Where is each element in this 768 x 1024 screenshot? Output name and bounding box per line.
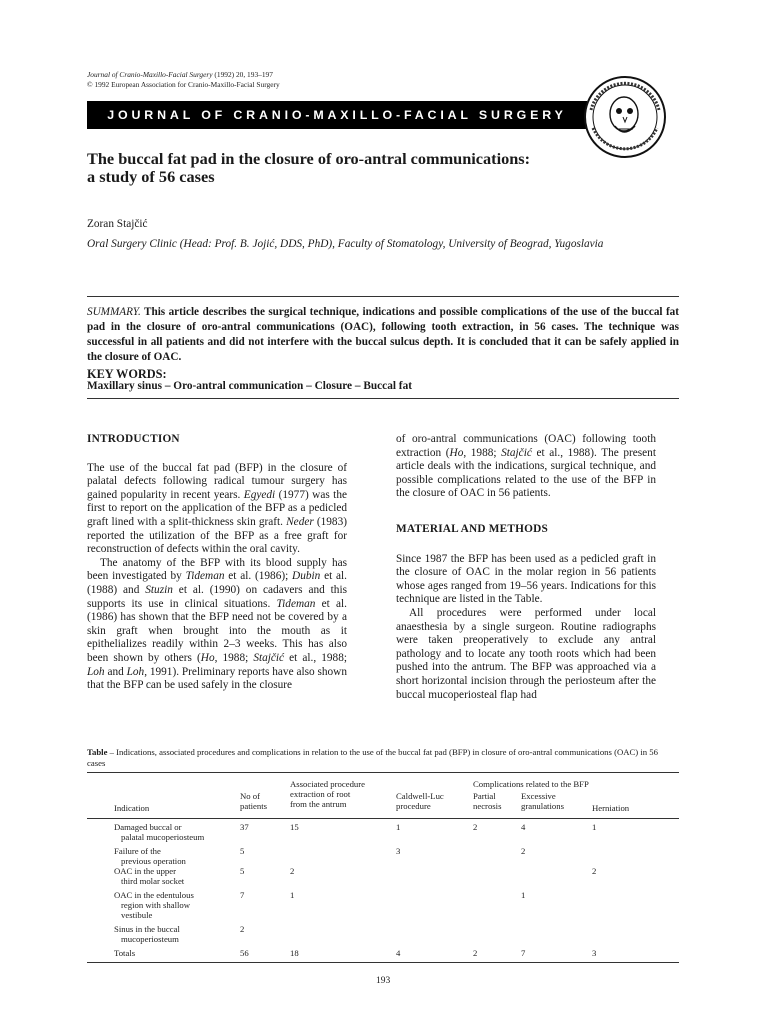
introduction-heading: INTRODUCTION	[87, 433, 180, 445]
totals-cell-root: 18	[290, 948, 299, 958]
table-row-indication	[114, 822, 204, 842]
header-line: granulations	[521, 801, 564, 811]
table-caption-label: Table	[87, 747, 108, 757]
citation-name: Loh	[126, 665, 145, 678]
citation-name: Loh	[87, 665, 105, 678]
table-cell-h: 1	[592, 822, 597, 832]
citation-name: Ho	[449, 446, 464, 459]
totals-cell-eg: 7	[521, 948, 526, 958]
text-run: The use of the buccal fat pad (BFP) in the closure of palatal defects following radical tumour surgery has gained popularity in recent years.	[87, 461, 347, 501]
citation-name: Ho	[200, 651, 215, 664]
citation-journal: Journal of Cranio-Maxillo-Facial Surgery	[87, 70, 213, 79]
col-header-herniation: Herniation	[592, 803, 630, 813]
table-cell-root: 1	[290, 890, 295, 900]
table-cell-pn: 2	[473, 822, 478, 832]
indication-line: Damaged buccal or	[114, 822, 182, 832]
text-run: et al. (1990) on cadavers and this supports its use in clinical situations.	[87, 583, 347, 610]
copyright-line: © 1992 European Association for Cranio-Maxillo-Facial Surgery	[87, 80, 280, 89]
header-line: patients	[240, 801, 268, 811]
author-affiliation: Oral Surgery Clinic (Head: Prof. B. Jojić, DDS, PhD), Faculty of Stomatology, University of Beograd, Yugoslavia	[87, 238, 604, 250]
citation-name: Stajčić	[253, 651, 285, 664]
left-column	[87, 433, 347, 693]
text-run: (1983) reported the utilization of the BFP as a free graft for reconstruction of defects within the oral cavity.	[87, 515, 347, 556]
title-line-2: a study of 56 cases	[87, 167, 215, 186]
keywords-heading: KEY WORDS:	[87, 367, 167, 381]
citation-block	[87, 70, 280, 90]
keywords-bottom-rule	[87, 398, 679, 399]
indication-line: Sinus in the buccal	[114, 924, 180, 934]
indication-line: mucoperiosteum	[121, 934, 179, 944]
col-header-root-extraction	[290, 779, 365, 809]
table-cell-eg: 4	[521, 822, 526, 832]
table-row-indication	[114, 846, 186, 866]
intro-paragraph-1	[87, 462, 347, 557]
summary-lead: SUMMARY.	[87, 306, 141, 318]
text-run: and	[104, 665, 127, 678]
keywords-list: Maxillary sinus – Oro-antral communication – Closure – Buccal fat	[87, 380, 412, 392]
table-row-indication	[114, 866, 184, 886]
text-run: et al. (1986) has shown that the BFP need not be covered by a skin graft when brought into the mouth as it epithelializes readily within 2–3 weeks. This has also been shown by others (	[87, 597, 347, 664]
summary-top-rule	[87, 296, 679, 297]
methods-heading: MATERIAL AND METHODS	[396, 522, 548, 535]
table-cell-root: 2	[290, 866, 295, 876]
table-cell-eg: 1	[521, 890, 526, 900]
citation-name: Dubin	[292, 570, 321, 583]
page-number: 193	[376, 976, 391, 986]
table-cell-eg: 2	[521, 846, 526, 856]
journal-banner-text: JOURNAL OF CRANIO-MAXILLO-FACIAL SURGERY	[107, 108, 567, 122]
text-run: , 1988;	[463, 446, 502, 459]
citation-name: Stuzin	[145, 583, 173, 596]
summary-paragraph	[87, 305, 679, 365]
text-run: et al. (1986);	[224, 570, 293, 583]
totals-cell-h: 3	[592, 948, 597, 958]
table-cell-cl: 3	[396, 846, 401, 856]
association-seal-logo	[577, 74, 673, 160]
text-run: , 1991). Preliminary reports have also shown that the BFP can be used safely in the closure	[87, 665, 347, 692]
header-line: necrosis	[473, 801, 502, 811]
header-line: from the antrum	[290, 799, 347, 809]
col-header-caldwell-luc	[396, 791, 444, 811]
text-run: of oro-antral communications (OAC) following tooth extraction (	[396, 433, 656, 459]
col-header-patients	[240, 791, 267, 811]
totals-label: Totals	[114, 948, 136, 958]
citation-name: Neder	[286, 515, 314, 528]
citation-name: Tideman	[185, 570, 225, 583]
indication-line: previous operation	[121, 856, 186, 866]
citation-name: Stajčić	[501, 446, 532, 459]
totals-cell-n: 56	[240, 948, 249, 958]
col-header-partial-necrosis	[473, 791, 501, 811]
table-cell-cl: 1	[396, 822, 401, 832]
indication-line: Failure of the	[114, 846, 161, 856]
text-run: et al., 1988;	[284, 651, 347, 664]
indication-line: OAC in the upper	[114, 866, 177, 876]
methods-paragraph-1: Since 1987 the BFP has been used as a pedicled graft in the closure of OAC in the molar region in 56 patients whose ages ranged from 19–56 years. Indications for this technique are listed in the Table.	[396, 552, 656, 606]
header-line: procedure	[396, 801, 431, 811]
text-run: , 1988;	[214, 651, 254, 664]
summary-text: This article describes the surgical technique, indications and possible complications of the use of the buccal fat pad in the closure of oro-antral communications (OAC), following tooth extraction, in 56 cases. The technique was successful in all patients and did not interfere with the buccal sulcus depth. It is concluded that it can be safely applied in the closure of OAC.	[87, 306, 679, 363]
table-cell-n: 2	[240, 924, 245, 934]
table-cell-n: 5	[240, 866, 245, 876]
table-caption	[87, 747, 667, 769]
right-column	[396, 433, 656, 702]
title-line-1: The buccal fat pad in the closure of oro-antral communications:	[87, 149, 531, 168]
totals-cell-cl: 4	[396, 948, 401, 958]
indication-line: OAC in the edentulous	[114, 890, 194, 900]
citation-name: Tideman	[276, 597, 316, 610]
col-header-indication: Indication	[114, 803, 150, 813]
header-line: No of	[240, 791, 261, 801]
table-cell-n: 5	[240, 846, 245, 856]
totals-cell-pn: 2	[473, 948, 478, 958]
table-row-indication	[114, 890, 194, 920]
article-title	[87, 150, 607, 186]
methods-paragraph-2: All procedures were performed under local anaesthesia by a single surgeon. Routine radiographs were taken preoperatively to exclude any antral pathology and to locate any tooth roots which had been pushed into the antrum. The BFP was approached via a short horizontal incision through the periosteum after the buccal mucoperiosteal flap had	[396, 606, 656, 701]
text-run: (1977) was the first to report on the application of the BFP as a pedicled graft lined with a split-thickness skin graft.	[87, 488, 347, 528]
col-header-excessive-granulations	[521, 791, 564, 811]
table-caption-text: – Indications, associated procedures and complications in relation to the use of the buccal fat pad (BFP) in closure of oro-antral communications (OAC) in 56 cases	[87, 747, 658, 768]
table-header-rule	[87, 818, 679, 819]
text-run: The anatomy of the BFP with its blood supply has been investigated by	[87, 556, 347, 583]
indication-line: third molar socket	[121, 876, 185, 886]
indication-line: vestibule	[121, 910, 153, 920]
right-paragraph-1	[396, 433, 656, 501]
header-line: Caldwell-Luc	[396, 791, 444, 801]
header-line: Excessive	[521, 791, 556, 801]
text-run: et al., 1988). The present article deals with the indications, surgical technique, and possible complications related to the use of the BFP in the closure of OAC in 56 patients.	[396, 446, 656, 500]
indication-line: region with shallow	[121, 900, 191, 910]
table-cell-root: 15	[290, 822, 299, 832]
table-top-rule	[87, 772, 679, 773]
col-header-complications: Complications related to the BFP	[473, 779, 589, 789]
text-run: et al. (1988) and	[87, 570, 348, 596]
header-line: Partial	[473, 791, 496, 801]
intro-paragraph-2	[87, 557, 347, 693]
author-name: Zoran Stajčić	[87, 218, 148, 230]
table-cell-h: 2	[592, 866, 597, 876]
citation-name: Egyedi	[243, 488, 276, 501]
indication-line: palatal mucoperiosteum	[121, 832, 205, 842]
table-row-indication	[114, 924, 180, 944]
citation-volume: (1992) 20, 193–197	[212, 70, 273, 79]
table-cell-n: 7	[240, 890, 245, 900]
header-line: extraction of root	[290, 789, 351, 799]
journal-banner	[87, 101, 587, 129]
table-bottom-rule	[87, 962, 679, 963]
header-line: Associated procedure	[290, 779, 366, 789]
table-cell-n: 37	[240, 822, 249, 832]
